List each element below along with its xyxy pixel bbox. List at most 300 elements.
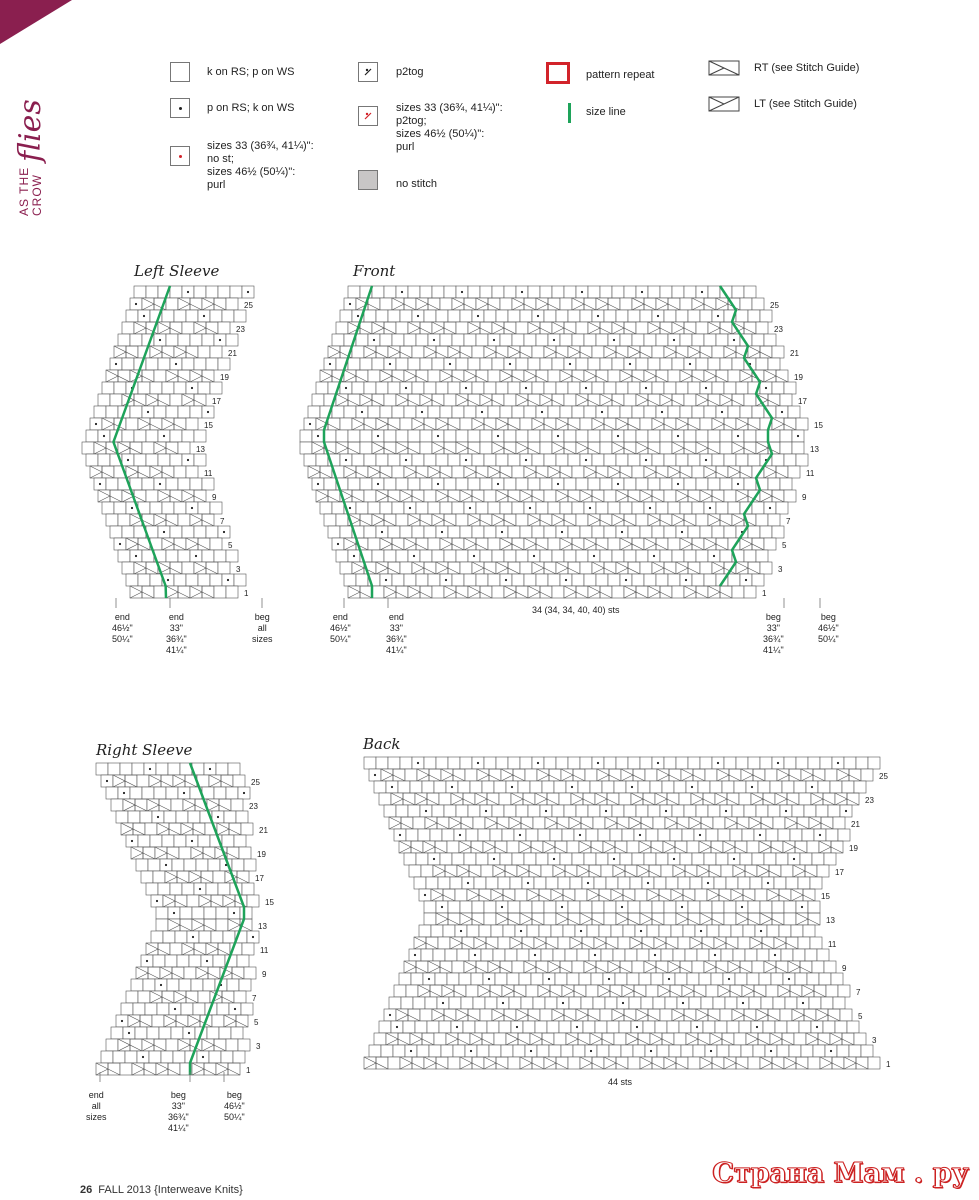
stitch-cell	[668, 298, 680, 310]
stitch-cell	[598, 985, 610, 997]
stitch-cell	[420, 514, 432, 526]
stitch-cell	[760, 490, 772, 502]
stitch-cell	[772, 454, 784, 466]
stitch-cell	[837, 769, 849, 781]
stitch-cell	[666, 937, 678, 949]
stitch-cell	[604, 490, 616, 502]
purl-dot	[247, 291, 249, 293]
stitch-cell	[372, 286, 384, 298]
stitch-cell	[744, 442, 756, 454]
stitch-cell	[748, 757, 760, 769]
stitch-cell	[711, 841, 723, 853]
stitch-cell	[134, 286, 146, 298]
stitch-cell	[504, 514, 516, 526]
stitch-cell	[165, 955, 177, 967]
stitch-cell	[504, 322, 516, 334]
stitch-cell	[560, 853, 572, 865]
row-label: 11	[806, 469, 815, 478]
stitch-cell	[794, 1033, 806, 1045]
stitch-cell	[591, 841, 603, 853]
stitch-cell	[775, 793, 787, 805]
stitch-cell	[480, 322, 492, 334]
stitch-cell	[660, 1009, 672, 1021]
stitch-cell	[652, 1057, 664, 1069]
stitch-cell	[554, 1033, 566, 1045]
stitch-cell	[603, 841, 615, 853]
stitch-cell	[808, 901, 820, 913]
stitch-cell	[381, 1045, 393, 1057]
stitch-cell	[150, 574, 162, 586]
stitch-cell	[193, 1003, 205, 1015]
stitch-cell	[732, 442, 744, 454]
stitch-cell	[676, 418, 688, 430]
stitch-cell	[411, 973, 423, 985]
stitch-cell	[364, 757, 376, 769]
stitch-cell	[776, 853, 788, 865]
stitch-cell	[404, 334, 416, 346]
stitch-cell	[562, 985, 574, 997]
stitch-cell	[660, 358, 672, 370]
stitch-cell	[434, 1033, 446, 1045]
purl-dot	[437, 483, 439, 485]
stitch-cell	[198, 538, 210, 550]
stitch-cell	[452, 538, 464, 550]
stitch-cell	[756, 1009, 768, 1021]
stitch-cell	[668, 406, 680, 418]
stitch-cell	[456, 514, 468, 526]
stitch-cell	[460, 901, 472, 913]
stitch-cell	[436, 757, 448, 769]
stitch-cell	[707, 925, 719, 937]
stitch-cell	[384, 442, 396, 454]
stitch-cell	[550, 985, 562, 997]
stitch-cell	[158, 943, 170, 955]
stitch-cell	[178, 334, 190, 346]
stitch-cell	[823, 1021, 835, 1033]
stitch-cell	[553, 865, 565, 877]
stitch-cell	[216, 763, 228, 775]
stitch-cell	[740, 538, 752, 550]
stitch-cell	[585, 769, 597, 781]
stitch-cell	[611, 889, 623, 901]
stitch-cell	[620, 298, 632, 310]
row-label: 19	[220, 373, 229, 382]
stitch-cell	[202, 1039, 214, 1051]
stitch-cell	[752, 538, 764, 550]
stitch-cell	[231, 799, 243, 811]
stitch-cell	[619, 1021, 631, 1033]
stitch-cell	[364, 382, 376, 394]
stitch-cell	[174, 835, 186, 847]
brand-line2: CROW	[30, 174, 44, 216]
stitch-cell	[547, 793, 559, 805]
stitch-cell	[476, 538, 488, 550]
stitch-cell	[356, 574, 368, 586]
stitch-cell	[524, 538, 536, 550]
purl-dot	[399, 834, 401, 836]
stitch-cell	[459, 841, 471, 853]
row-label: 21	[228, 349, 237, 358]
stitch-cell	[121, 1003, 133, 1015]
stitch-cell	[470, 781, 482, 793]
row-label: 3	[236, 565, 241, 574]
front-stitch-count: 34 (34, 34, 40, 40) sts	[532, 605, 620, 615]
stitch-cell	[600, 358, 612, 370]
purl-dot	[374, 774, 376, 776]
stitch-cell	[563, 925, 575, 937]
stitch-cell	[456, 478, 468, 490]
stitch-cell	[161, 1051, 173, 1063]
stitch-cell	[527, 889, 539, 901]
stitch-cell	[730, 985, 742, 997]
stitch-cell	[415, 793, 427, 805]
stitch-cell	[496, 490, 508, 502]
stitch-cell	[664, 418, 676, 430]
stitch-cell	[114, 382, 126, 394]
stitch-cell	[818, 781, 830, 793]
stitch-cell	[543, 841, 555, 853]
stitch-cell	[748, 526, 760, 538]
stitch-cell	[134, 322, 146, 334]
stitch-cell	[560, 466, 572, 478]
stitch-cell	[847, 1021, 859, 1033]
stitch-cell	[712, 901, 724, 913]
stitch-cell	[772, 901, 784, 913]
stitch-cell	[188, 811, 200, 823]
stitch-cell	[380, 538, 392, 550]
row-label: 15	[265, 898, 274, 907]
stitch-cell	[656, 538, 668, 550]
stitch-cell	[422, 781, 434, 793]
stitch-cell	[576, 514, 588, 526]
stitch-cell	[376, 490, 388, 502]
stitch-cell	[682, 829, 694, 841]
stitch-cell	[688, 490, 700, 502]
stitch-cell	[227, 979, 239, 991]
stitch-cell	[680, 370, 692, 382]
stitch-cell	[133, 823, 145, 835]
stitch-cell	[408, 442, 420, 454]
stitch-cell	[134, 562, 146, 574]
stitch-cell	[760, 901, 772, 913]
stitch-cell	[388, 562, 400, 574]
stitch-cell	[480, 478, 492, 490]
stitch-cell	[676, 382, 688, 394]
stitch-cell	[484, 1057, 496, 1069]
stitch-cell	[604, 526, 616, 538]
stitch-cell	[623, 889, 635, 901]
stitch-cell	[218, 322, 230, 334]
stitch-cell	[142, 586, 154, 598]
purl-dot	[131, 507, 133, 509]
row-label: 21	[851, 820, 860, 829]
stitch-cell	[473, 817, 485, 829]
stitch-cell	[786, 937, 798, 949]
stitch-cell	[645, 769, 657, 781]
stitch-cell	[499, 793, 511, 805]
stitch-cell	[424, 562, 436, 574]
back-title: Back	[363, 735, 401, 753]
purl-dot	[103, 435, 105, 437]
purl-dot	[243, 792, 245, 794]
stitch-cell	[396, 394, 408, 406]
purl-dot	[219, 339, 221, 341]
stitch-cell	[678, 937, 690, 949]
stitch-cell	[784, 901, 796, 913]
stitch-cell	[700, 901, 712, 913]
stitch-cell	[456, 358, 468, 370]
stitch-cell	[202, 298, 214, 310]
stitch-cell	[560, 538, 572, 550]
stitch-cell	[403, 793, 415, 805]
stitch-cell	[703, 793, 715, 805]
stitch-cell	[472, 562, 484, 574]
stitch-cell	[408, 322, 420, 334]
stitch-cell	[398, 781, 410, 793]
stitch-cell	[837, 1045, 849, 1057]
purl-dot	[816, 1026, 818, 1028]
stitch-cell	[768, 514, 780, 526]
stitch-cell	[802, 985, 814, 997]
stitch-cell	[184, 859, 196, 871]
stitch-cell	[520, 913, 532, 925]
stitch-cell	[569, 817, 581, 829]
stitch-cell	[664, 310, 676, 322]
row-label: 23	[249, 802, 258, 811]
stitch-cell	[528, 358, 540, 370]
stitch-cell	[708, 358, 720, 370]
purl-dot	[545, 810, 547, 812]
stitch-cell	[731, 889, 743, 901]
stitch-cell	[572, 502, 584, 514]
stitch-cell	[376, 454, 388, 466]
stitch-cell	[424, 913, 436, 925]
stitch-cell	[632, 538, 644, 550]
stitch-cell	[813, 769, 825, 781]
stitch-cell	[90, 466, 102, 478]
stitch-cell	[207, 799, 219, 811]
stitch-cell	[223, 895, 235, 907]
stitch-cell	[428, 370, 440, 382]
stitch-cell	[648, 394, 660, 406]
stitch-cell	[344, 574, 356, 586]
stitch-cell	[796, 757, 808, 769]
stitch-cell	[806, 1033, 818, 1045]
stitch-cell	[524, 961, 536, 973]
stitch-cell	[490, 829, 502, 841]
stitch-cell	[380, 370, 392, 382]
stitch-cell	[135, 799, 147, 811]
purl-dot	[417, 762, 419, 764]
stitch-cell	[178, 478, 190, 490]
stitch-cell	[446, 1033, 458, 1045]
purl-dot	[509, 363, 511, 365]
stitch-cell	[572, 961, 584, 973]
stitch-cell	[613, 949, 625, 961]
stitch-cell	[372, 550, 384, 562]
stitch-cell	[748, 901, 760, 913]
stitch-cell	[660, 430, 672, 442]
purl-dot	[156, 900, 158, 902]
purl-dot	[497, 483, 499, 485]
stitch-cell	[444, 550, 456, 562]
stitch-cell	[714, 877, 726, 889]
stitch-cell	[469, 865, 481, 877]
purl-dot	[460, 930, 462, 932]
stitch-cell	[548, 466, 560, 478]
stitch-cell	[764, 370, 776, 382]
stitch-cell	[414, 877, 426, 889]
stitch-cell	[481, 949, 493, 961]
stitch-cell	[528, 394, 540, 406]
stitch-cell	[448, 757, 460, 769]
stitch-cell	[154, 370, 166, 382]
legend-purl: p on RS; k on WS	[207, 102, 295, 114]
purl-dot	[685, 579, 687, 581]
stitch-cell	[697, 865, 709, 877]
purl-dot	[760, 930, 762, 932]
stitch-cell	[437, 817, 449, 829]
stitch-cell	[450, 877, 462, 889]
purl-dot	[493, 339, 495, 341]
stitch-cell	[532, 382, 544, 394]
purl-dot	[608, 978, 610, 980]
stitch-cell	[660, 394, 672, 406]
stitch-cell	[716, 538, 728, 550]
left-end-small: end 33" 36¾" 41¼"	[166, 612, 187, 655]
stitch-cell	[544, 310, 556, 322]
stitch-cell	[328, 526, 340, 538]
row-label: 11	[260, 946, 269, 955]
stitch-cell	[210, 502, 222, 514]
purl-dot	[756, 1026, 758, 1028]
stitch-cell	[101, 1051, 113, 1063]
stitch-cell	[328, 418, 340, 430]
stitch-cell	[592, 1057, 604, 1069]
stitch-cell	[312, 394, 324, 406]
stitch-cell	[736, 418, 748, 430]
stitch-cell	[616, 418, 628, 430]
stitch-cell	[725, 817, 737, 829]
stitch-cell	[130, 1039, 142, 1051]
stitch-cell	[763, 793, 775, 805]
stitch-cell	[526, 985, 538, 997]
stitch-cell	[496, 418, 508, 430]
stitch-cell	[562, 829, 574, 841]
stitch-cell	[818, 1033, 830, 1045]
stitch-cell	[420, 358, 432, 370]
stitch-cell	[436, 490, 448, 502]
stitch-cell	[620, 961, 632, 973]
stitch-cell	[685, 949, 697, 961]
stitch-cell	[584, 298, 596, 310]
stitch-cell	[779, 889, 791, 901]
purl-dot	[710, 1050, 712, 1052]
purl-dot	[728, 978, 730, 980]
stitch-cell	[587, 889, 599, 901]
stitch-cell	[484, 901, 496, 913]
stitch-cell	[364, 346, 376, 358]
left-end-large: end 46½" 50¼"	[112, 612, 133, 644]
stitch-cell	[660, 286, 672, 298]
row-label: 21	[790, 349, 799, 358]
stitch-cell	[548, 370, 560, 382]
stitch-cell	[131, 847, 143, 859]
stitch-cell	[214, 787, 226, 799]
stitch-cell	[628, 310, 640, 322]
stitch-cell	[658, 829, 670, 841]
stitch-cell	[548, 502, 560, 514]
purl-dot	[653, 555, 655, 557]
stitch-cell	[583, 1021, 595, 1033]
stitch-cell	[436, 1057, 448, 1069]
stitch-cell	[772, 382, 784, 394]
stitch-cell	[464, 370, 476, 382]
stitch-cell	[238, 1039, 250, 1051]
stitch-cell	[801, 769, 813, 781]
stitch-cell	[555, 841, 567, 853]
stitch-cell	[727, 793, 739, 805]
stitch-cell	[239, 979, 251, 991]
stitch-cell	[372, 322, 384, 334]
stitch-cell	[170, 943, 182, 955]
stitch-cell	[564, 550, 576, 562]
stitch-cell	[508, 382, 520, 394]
stitch-cell	[688, 418, 700, 430]
stitch-cell	[456, 586, 468, 598]
stitch-cell	[508, 757, 520, 769]
stitch-cell	[732, 286, 744, 298]
stitch-cell	[652, 454, 664, 466]
purl-dot	[353, 555, 355, 557]
stitch-cell	[143, 979, 155, 991]
stitch-cell	[439, 1021, 451, 1033]
stitch-cell	[400, 346, 412, 358]
purl-dot	[741, 906, 743, 908]
stitch-cell	[644, 370, 656, 382]
stitch-cell	[564, 430, 576, 442]
stitch-cell	[710, 781, 722, 793]
stitch-cell	[528, 442, 540, 454]
stitch-cell	[510, 877, 522, 889]
stitch-cell	[643, 1021, 655, 1033]
stitch-cell	[692, 370, 704, 382]
stitch-cell	[399, 973, 411, 985]
stitch-cell	[211, 931, 223, 943]
stitch-cell	[568, 913, 580, 925]
stitch-cell	[572, 298, 584, 310]
stitch-cell	[500, 298, 512, 310]
stitch-cell	[146, 943, 158, 955]
purl-dot	[192, 936, 194, 938]
stitch-cell	[504, 550, 516, 562]
stitch-cell	[190, 514, 202, 526]
stitch-cell	[638, 781, 650, 793]
purl-dot	[689, 363, 691, 365]
stitch-cell	[118, 1039, 130, 1051]
stitch-cell	[608, 961, 620, 973]
stitch-cell	[210, 310, 222, 322]
stitch-cell	[580, 490, 592, 502]
stitch-cell	[736, 490, 748, 502]
stitch-cell	[186, 538, 198, 550]
stitch-cell	[308, 406, 320, 418]
stitch-cell	[768, 478, 780, 490]
row-label: 1	[886, 1060, 891, 1069]
stitch-cell	[477, 769, 489, 781]
stitch-cell	[567, 973, 579, 985]
purl-dot	[389, 363, 391, 365]
